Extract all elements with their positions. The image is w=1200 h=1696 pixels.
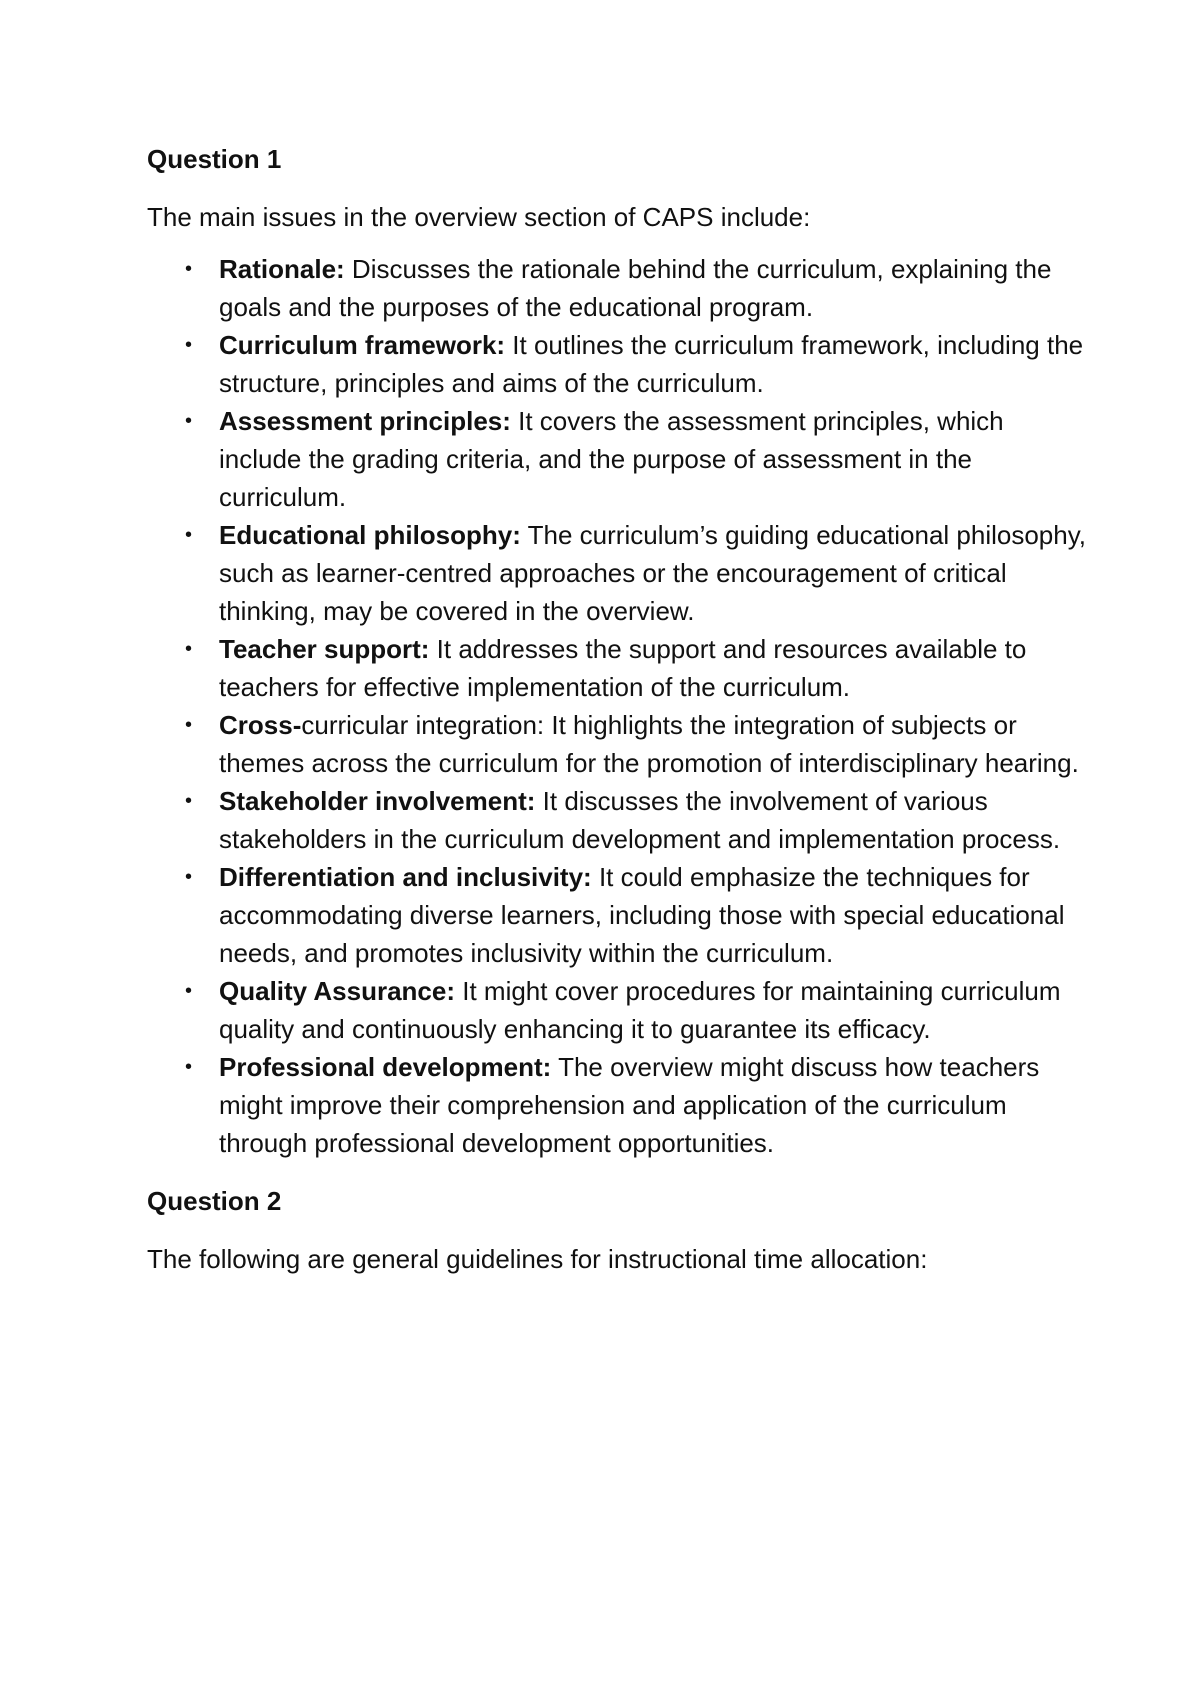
list-item-text: The overview might discuss how teachers might improve their comprehension and application of the curriculum through professional development opportunities. — [219, 1052, 1040, 1158]
document-content — [147, 140, 1087, 1292]
list-item-term: Cross- — [219, 710, 302, 740]
bullet-icon: • — [185, 866, 193, 888]
list-item — [147, 402, 1087, 516]
bullet-icon: • — [185, 258, 193, 280]
list-item-term: Curriculum framework: — [219, 330, 506, 360]
list-item — [147, 516, 1087, 630]
bullet-icon: • — [185, 790, 193, 812]
list-item — [147, 250, 1087, 326]
list-item — [147, 782, 1087, 858]
list-item — [147, 972, 1087, 1048]
list-item-term: Quality Assurance: — [219, 976, 456, 1006]
list-item — [147, 1048, 1087, 1162]
bullet-icon: • — [185, 638, 193, 660]
question-1-intro: The main issues in the overview section of CAPS include: — [147, 202, 811, 232]
list-item — [147, 326, 1087, 402]
bullet-icon: • — [185, 1056, 193, 1078]
list-item-text: The curriculum’s guiding educational philosophy, such as learner-centred approaches or the encouragement of critical thinking, may be covered in the overview. — [219, 520, 1087, 626]
bullet-icon: • — [185, 714, 193, 736]
list-item-term: Teacher support: — [219, 634, 430, 664]
list-item-term: Stakeholder involvement: — [219, 786, 536, 816]
question-1-list — [147, 250, 1087, 1162]
list-item-text: It could emphasize the techniques for accommodating diverse learners, including those with special educational needs, and promotes inclusivity within the curriculum. — [219, 862, 1065, 968]
list-item-term: Rationale: — [219, 254, 345, 284]
list-item — [147, 630, 1087, 706]
list-item — [147, 706, 1087, 782]
list-item-text: It might cover procedures for maintaining curriculum quality and continuously enhancing it to guarantee its efficacy. — [219, 976, 1061, 1044]
list-item-term: Differentiation and inclusivity: — [219, 862, 592, 892]
bullet-icon: • — [185, 980, 193, 1002]
bullet-icon: • — [185, 524, 193, 546]
list-item-text: It addresses the support and resources available to teachers for effective implementation of the curriculum. — [219, 634, 1027, 702]
list-item-term: Assessment principles: — [219, 406, 511, 436]
list-item-text: Discusses the rationale behind the curriculum, explaining the goals and the purposes of the educational program. — [219, 254, 1052, 322]
list-item-term: Educational philosophy: — [219, 520, 521, 550]
bullet-icon: • — [185, 410, 193, 432]
list-item-text: It discusses the involvement of various stakeholders in the curriculum development and implementation process. — [219, 786, 1061, 854]
list-item-text: It outlines the curriculum framework, including the structure, principles and aims of the curriculum. — [219, 330, 1084, 398]
list-item-text: It covers the assessment principles, which include the grading criteria, and the purpose of assessment in the curriculum. — [219, 406, 1004, 512]
list-item-text: curricular integration: It highlights the integration of subjects or themes across the curriculum for the promotion of interdisciplinary hearing. — [219, 710, 1079, 778]
question-2-heading: Question 2 — [147, 1186, 282, 1216]
bullet-icon: • — [185, 334, 193, 356]
question-1-heading: Question 1 — [147, 144, 282, 174]
list-item — [147, 858, 1087, 972]
list-item-term: Professional development: — [219, 1052, 552, 1082]
question-2-intro: The following are general guidelines for instructional time allocation: — [147, 1244, 928, 1274]
